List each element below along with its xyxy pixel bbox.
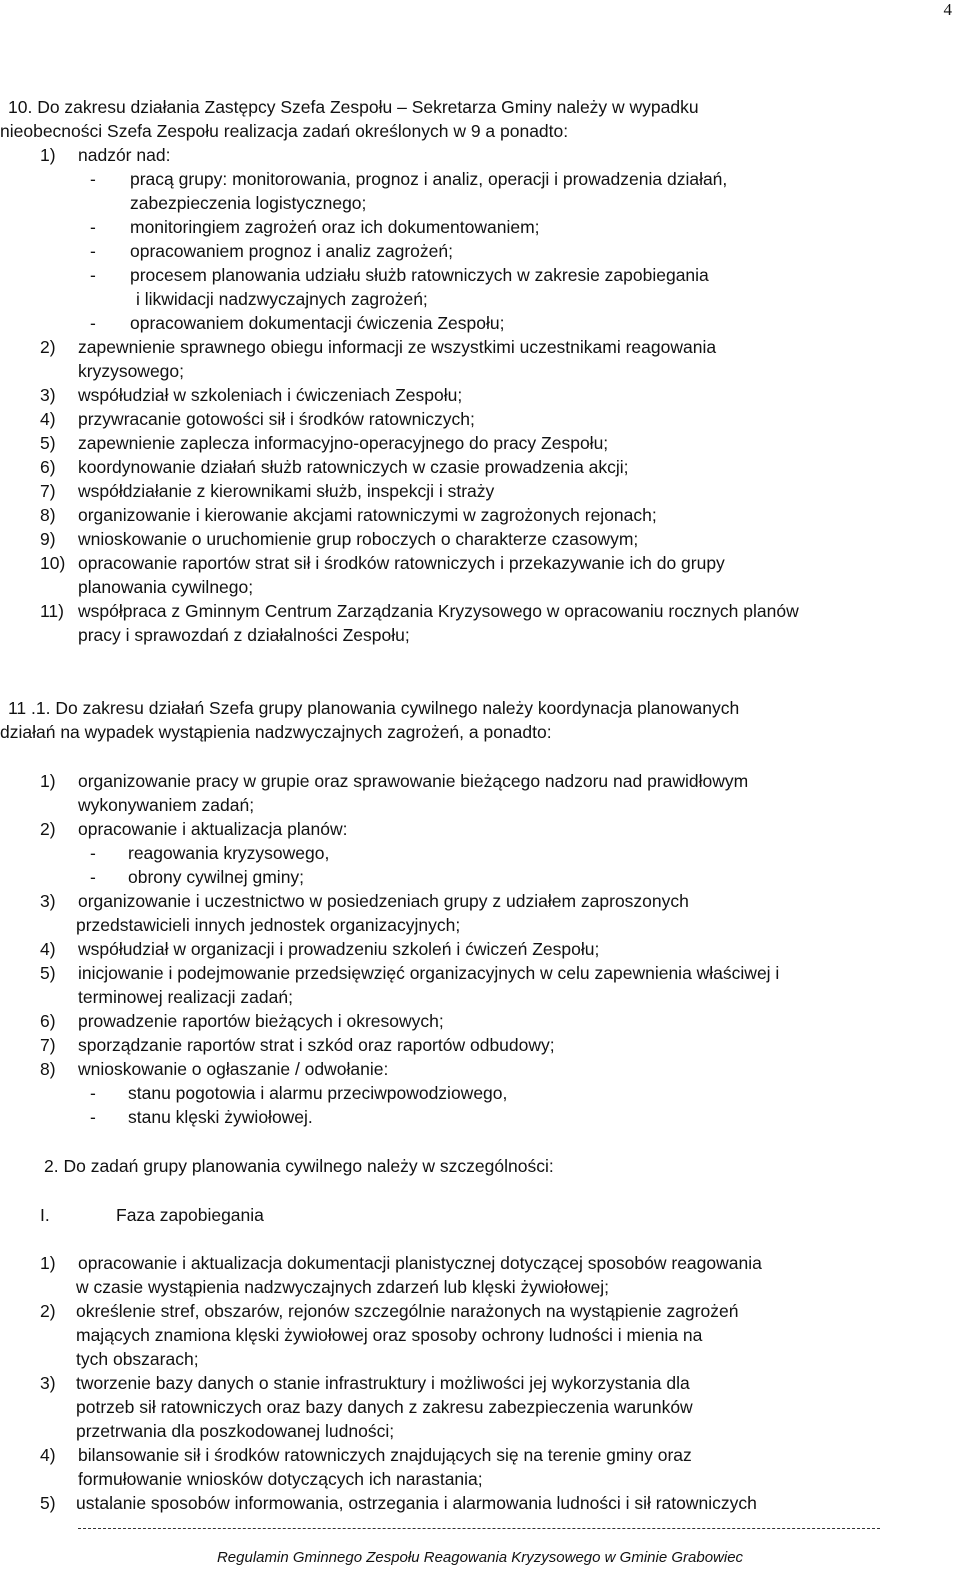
item-text: bilansowanie sił i środków ratowniczych znajdujących się na terenie gminy oraz	[78, 1445, 692, 1465]
list-item	[40, 552, 725, 574]
sub-item	[90, 264, 709, 286]
item-number: 3)	[40, 385, 56, 405]
item-number: 6)	[40, 457, 56, 477]
item-number: 6)	[40, 1011, 56, 1031]
item-text: sporządzanie raportów strat i szkód oraz raportów odbudowy;	[78, 1035, 555, 1055]
item-number: 7)	[40, 1035, 56, 1055]
list-item	[40, 1372, 690, 1394]
dash-bullet: -	[90, 241, 96, 261]
dash-bullet: -	[90, 1083, 96, 1103]
item-text-cont: tych obszarach;	[76, 1349, 199, 1369]
list-item	[40, 144, 170, 166]
item-text: organizowanie pracy w grupie oraz sprawowanie bieżącego nadzoru nad prawidłowym	[78, 771, 749, 791]
item-text: współudział w szkoleniach i ćwiczeniach Zespołu;	[78, 385, 463, 405]
item-text: nadzór nad:	[78, 145, 171, 165]
page-number: 4	[943, 0, 952, 19]
sub-item	[90, 312, 505, 334]
list-item	[40, 528, 638, 550]
item-number: 10)	[40, 553, 66, 573]
item-text-cont: pracy i sprawozdań z działalności Zespołu;	[78, 625, 410, 645]
list-item	[40, 384, 462, 406]
list-item	[40, 1252, 762, 1274]
item-text: wnioskowanie o uruchomienie grup roboczych o charakterze czasowym;	[78, 529, 639, 549]
item-text: określenie stref, obszarów, rejonów szczególnie narażonych na wystąpienie zagrożeń	[76, 1301, 739, 1321]
item-text: opracowanie raportów strat sił i środków ratowniczych i przekazywanie ich do grupy	[78, 553, 725, 573]
sub-item-text: procesem planowania udziału służb ratowniczych w zakresie zapobiegania	[130, 265, 709, 285]
phase-heading	[40, 1204, 264, 1226]
item-text: prowadzenie raportów bieżących i okresowych;	[78, 1011, 444, 1031]
dash-bullet: -	[90, 1107, 96, 1127]
sub-item-text: opracowaniem dokumentacji ćwiczenia Zespołu;	[130, 313, 505, 333]
footer-text: Regulamin Gminnego Zespołu Reagowania Kryzysowego w Gminie Grabowiec	[216, 1549, 744, 1566]
sub-item	[90, 240, 453, 262]
item-text-cont: terminowej realizacji zadań;	[78, 987, 293, 1007]
item-text: ustalanie sposobów informowania, ostrzegania i alarmowania ludności i sił ratowniczych	[76, 1493, 757, 1513]
dash-bullet: -	[90, 867, 96, 887]
list-item	[40, 504, 657, 526]
dash-bullet: -	[90, 169, 96, 189]
item-text: organizowanie i uczestnictwo w posiedzeniach grupy z udziałem zaproszonych	[78, 891, 689, 911]
sub-item	[90, 216, 540, 238]
list-item	[40, 890, 689, 912]
item-text-cont: kryzysowego;	[78, 361, 185, 381]
section-10-heading: 10. Do zakresu działania Zastępcy Szefa Zespołu – Sekretarza Gminy należy w wypadku	[8, 97, 699, 117]
item-text: opracowanie i aktualizacja planów:	[78, 819, 348, 839]
list-item	[40, 1034, 555, 1056]
item-number: 4)	[40, 939, 56, 959]
sub-item-text: monitoringiem zagrożeń oraz ich dokumentowaniem;	[130, 217, 540, 237]
item-number: 5)	[40, 1493, 56, 1513]
list-item	[40, 408, 475, 430]
list-item	[40, 938, 599, 960]
dash-bullet: -	[90, 313, 96, 333]
sub-item-text: reagowania kryzysowego,	[128, 843, 330, 863]
sub-item-text: opracowaniem prognoz i analiz zagrożeń;	[130, 241, 453, 261]
item-number: 7)	[40, 481, 56, 501]
item-number: 2)	[40, 819, 56, 839]
item-number: 2)	[40, 337, 56, 357]
item-text-cont: przedstawicieli innych jednostek organizacyjnych;	[76, 915, 461, 935]
item-number: 4)	[40, 1445, 56, 1465]
sub-item	[90, 1082, 507, 1104]
item-number: 8)	[40, 505, 56, 525]
item-text-cont: formułowanie wniosków dotyczących ich narastania;	[78, 1469, 483, 1489]
item-number: 8)	[40, 1059, 56, 1079]
list-item	[40, 1058, 388, 1080]
list-item	[40, 432, 608, 454]
list-item	[40, 456, 629, 478]
footer-divider	[78, 1528, 880, 1529]
paragraph-2-heading: 2. Do zadań grupy planowania cywilnego należy w szczególności:	[44, 1156, 554, 1176]
list-item	[40, 1300, 738, 1322]
item-text-cont: mających znamiona klęski żywiołowej oraz sposoby ochrony ludności i mienia na	[76, 1325, 703, 1345]
item-number: 3)	[40, 1373, 56, 1393]
item-number: 4)	[40, 409, 56, 429]
item-number: 1)	[40, 771, 56, 791]
list-item	[40, 480, 494, 502]
item-number: 1)	[40, 145, 56, 165]
list-item	[40, 770, 748, 792]
item-number: 5)	[40, 433, 56, 453]
item-text: zapewnienie sprawnego obiegu informacji ze wszystkimi uczestnikami reagowania	[78, 337, 717, 357]
list-item	[40, 818, 347, 840]
item-text: współdziałanie z kierownikami służb, inspekcji i straży	[78, 481, 495, 501]
dash-bullet: -	[90, 217, 96, 237]
sub-item-text: obrony cywilnej gminy;	[128, 867, 305, 887]
list-item	[40, 962, 779, 984]
sub-item-cont: zabezpieczenia logistycznego;	[130, 193, 367, 213]
section-11-heading-cont: działań na wypadek wystąpienia nadzwyczajnych zagrożeń, a ponadto:	[0, 722, 552, 742]
item-text: inicjowanie i podejmowanie przedsięwzięć organizacyjnych w celu zapewnienia właściwej i	[78, 963, 780, 983]
phase-title: Faza zapobiegania	[116, 1205, 264, 1225]
item-number: 3)	[40, 891, 56, 911]
item-text: przywracanie gotowości sił i środków ratowniczych;	[78, 409, 475, 429]
list-item	[40, 1492, 757, 1514]
item-text-cont: przetrwania dla poszkodowanej ludności;	[76, 1421, 395, 1441]
item-text-cont: w czasie wystąpienia nadzwyczajnych zdarzeń lub klęski żywiołowej;	[76, 1277, 610, 1297]
item-text: tworzenie bazy danych o stanie infrastruktury i możliwości jej wykorzystania dla	[76, 1373, 690, 1393]
item-text: zapewnienie zaplecza informacyjno-operacyjnego do pracy Zespołu;	[78, 433, 609, 453]
sub-item	[90, 1106, 313, 1128]
dash-bullet: -	[90, 265, 96, 285]
item-text: organizowanie i kierowanie akcjami ratowniczymi w zagrożonych rejonach;	[78, 505, 657, 525]
item-number: 11)	[40, 601, 64, 621]
item-text-cont: wykonywaniem zadań;	[78, 795, 255, 815]
sub-item	[90, 168, 727, 190]
sub-item-cont: i likwidacji nadzwyczajnych zagrożeń;	[136, 289, 428, 309]
sub-item-text: stanu klęski żywiołowej.	[128, 1107, 313, 1127]
item-number: 9)	[40, 529, 56, 549]
item-number: 2)	[40, 1301, 56, 1321]
list-item	[40, 1444, 692, 1466]
item-text-cont: potrzeb sił ratowniczych oraz bazy danych z zakresu zabezpieczenia warunków	[76, 1397, 693, 1417]
item-text: koordynowanie działań służb ratowniczych w czasie prowadzenia akcji;	[78, 457, 629, 477]
list-item	[40, 600, 799, 622]
list-item	[40, 1010, 444, 1032]
phase-number: I.	[40, 1205, 50, 1225]
sub-item-text: pracą grupy: monitorowania, prognoz i analiz, operacji i prowadzenia działań,	[130, 169, 728, 189]
section-10-heading-cont: nieobecności Szefa Zespołu realizacja zadań określonych w 9 a ponadto:	[0, 121, 569, 141]
item-number: 1)	[40, 1253, 56, 1273]
item-number: 5)	[40, 963, 56, 983]
list-item	[40, 336, 716, 358]
sub-item	[90, 842, 329, 864]
sub-item	[90, 866, 304, 888]
item-text: wnioskowanie o ogłaszanie / odwołanie:	[78, 1059, 389, 1079]
item-text-cont: planowania cywilnego;	[78, 577, 254, 597]
item-text: współpraca z Gminnym Centrum Zarządzania Kryzysowego w opracowaniu rocznych planów	[78, 601, 799, 621]
sub-item-text: stanu pogotowia i alarmu przeciwpowodziowego,	[128, 1083, 508, 1103]
item-text: opracowanie i aktualizacja dokumentacji planistycznej dotyczącej sposobów reagowania	[78, 1253, 762, 1273]
dash-bullet: -	[90, 843, 96, 863]
item-text: współudział w organizacji i prowadzeniu szkoleń i ćwiczeń Zespołu;	[78, 939, 600, 959]
section-11-heading: 11 .1. Do zakresu działań Szefa grupy planowania cywilnego należy koordynacja planowanych	[8, 698, 740, 718]
